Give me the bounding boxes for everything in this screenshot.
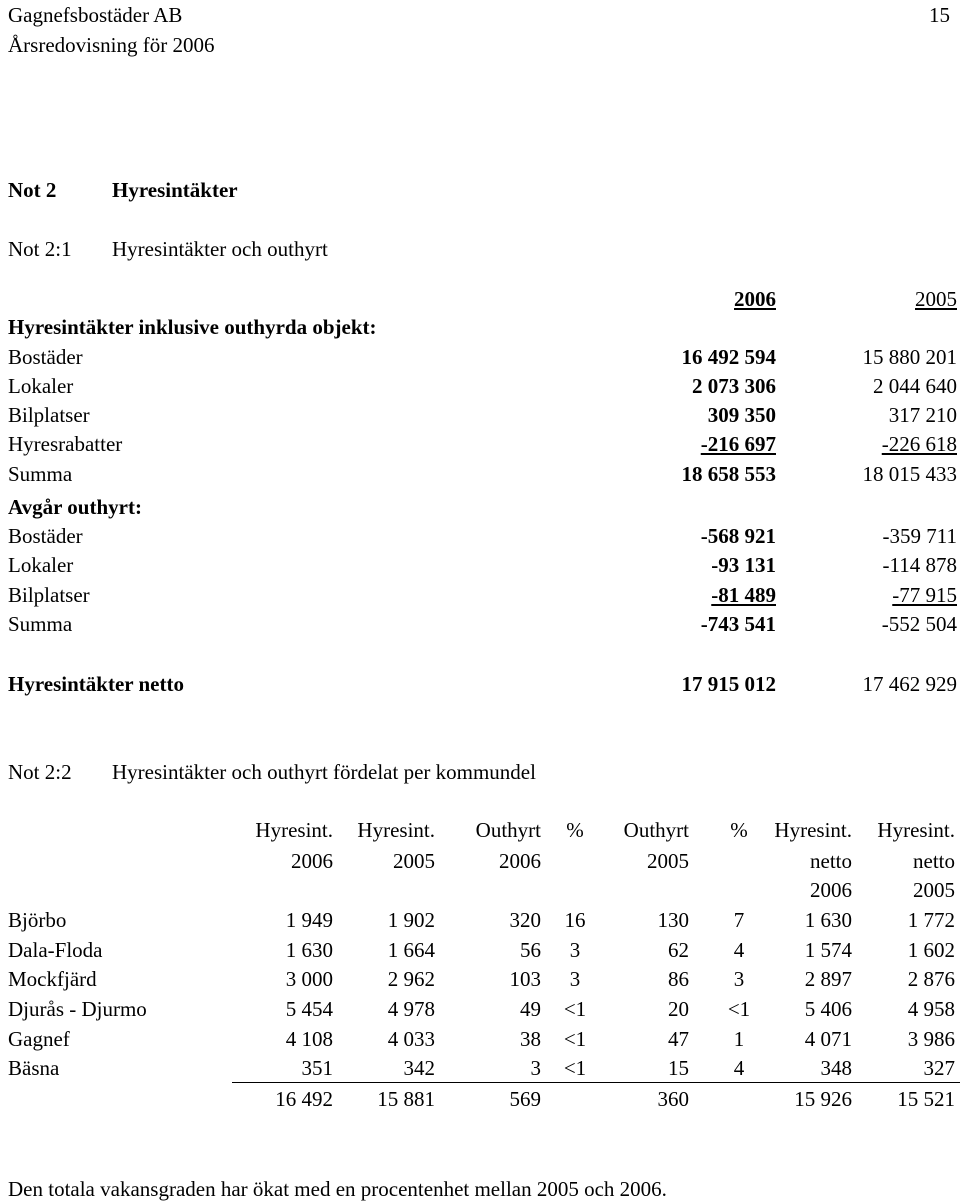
table-row-name: Dala-Floda [8,938,103,962]
table-cell: 7 [733,908,745,932]
totals-rule [232,1082,960,1083]
table-header: % [566,818,584,842]
row-label: Bostäder [8,345,83,369]
row-label: Summa [8,612,73,636]
row-label: Lokaler [8,374,74,398]
table-total-cell: 16 492 [275,1087,333,1111]
table-cell: 1 772 [907,908,955,932]
value-2006: -81 489 [711,583,776,607]
table-header: 2006 [810,878,852,902]
table-cell: 4 033 [387,1027,435,1051]
section-heading-inklusive: Hyresintäkter inklusive outhyrda objekt: [8,315,377,339]
table-header: 2006 [499,849,541,873]
table-cell: 4 [733,938,745,962]
value-2006: 309 350 [707,403,776,427]
value-2005: 2 044 640 [873,374,957,398]
table-cell: 348 [820,1056,852,1080]
table-cell: 1 630 [804,908,852,932]
table-header: 2005 [913,878,955,902]
table-header: Outhyrt [475,818,541,842]
table-cell: 4 958 [907,997,955,1021]
table-cell: 3 986 [907,1027,955,1051]
table-header: 2005 [647,849,689,873]
value-2006: -216 697 [700,432,776,456]
table-header: Hyresint. [255,818,333,842]
note2-1-number: Not 2:1 [8,237,72,261]
table-row-name: Djurås - Djurmo [8,997,147,1021]
section-heading-avgar: Avgår outhyrt: [8,495,142,519]
table-cell: 1 574 [804,938,852,962]
value-2005: 317 210 [888,403,957,427]
netto-2005: 17 462 929 [862,672,957,696]
note2-2-title: Hyresintäkter och outhyrt fördelat per kommundel [112,760,536,784]
table-cell: 4 108 [285,1027,333,1051]
row-label: Bilplatser [8,403,90,427]
table-cell: 1 949 [285,908,333,932]
row-label: Summa [8,462,73,486]
table-header: netto [810,849,852,873]
value-2006: 2 073 306 [692,374,776,398]
note2-number: Not 2 [8,178,57,202]
table-header: Hyresint. [774,818,852,842]
table-cell: 327 [923,1056,955,1080]
footer-note: Den totala vakansgraden har ökat med en procentenhet mellan 2005 och 2006. [8,1177,667,1201]
row-label: Hyresrabatter [8,432,123,456]
value-2005: -552 504 [881,612,957,636]
row-label: Bostäder [8,524,83,548]
table-cell: 5 406 [804,997,852,1021]
table-row-name: Mockfjärd [8,967,97,991]
table-total-cell: 15 881 [377,1087,435,1111]
value-2006: 16 492 594 [681,345,776,369]
table-cell: 1 902 [387,908,435,932]
table-cell: 3 [530,1056,541,1080]
table-cell: <1 [563,1027,587,1051]
value-2006: 18 658 553 [681,462,776,486]
note2-2-number: Not 2:2 [8,760,72,784]
value-2006: -568 921 [700,524,776,548]
table-total-cell: 360 [657,1087,689,1111]
table-total-cell: 569 [509,1087,541,1111]
table-header: 2005 [393,849,435,873]
table-cell: 2 897 [804,967,852,991]
table-cell: 3 [733,967,745,991]
table-row-name: Björbo [8,908,67,932]
table-cell: 3 [569,938,581,962]
table-cell: 320 [509,908,541,932]
table-header: 2006 [291,849,333,873]
column-header-2006: 2006 [734,287,776,311]
table-total-cell: 15 521 [897,1087,955,1111]
table-cell: 2 962 [387,967,435,991]
table-cell: 130 [657,908,689,932]
table-cell: <1 [563,1056,587,1080]
table-header: Hyresint. [357,818,435,842]
column-header-2005: 2005 [915,287,957,311]
table-header: Hyresint. [877,818,955,842]
table-cell: 1 664 [387,938,435,962]
table-cell: 103 [509,967,541,991]
table-cell: 86 [668,967,689,991]
table-cell: 16 [564,908,586,932]
table-cell: 47 [668,1027,689,1051]
row-label: Bilplatser [8,583,90,607]
netto-2006: 17 915 012 [681,672,776,696]
company-name: Gagnefsbostäder AB [8,3,183,27]
value-2005: -77 915 [892,583,957,607]
table-cell: 4 [733,1056,745,1080]
value-2005: 18 015 433 [862,462,957,486]
table-cell: 1 602 [907,938,955,962]
table-header: % [730,818,748,842]
table-row-name: Gagnef [8,1027,70,1051]
report-title: Årsredovisning för 2006 [8,33,215,57]
value-2005: -359 711 [882,524,957,548]
netto-label: Hyresintäkter netto [8,672,184,696]
value-2005: -226 618 [881,432,957,456]
table-cell: 3 [569,967,581,991]
table-cell: 2 876 [907,967,955,991]
table-cell: 38 [520,1027,541,1051]
table-header: Outhyrt [623,818,689,842]
table-cell: 15 [668,1056,689,1080]
table-cell: 49 [520,997,541,1021]
note2-title: Hyresintäkter [112,178,238,202]
row-label: Lokaler [8,553,74,577]
table-header: netto [913,849,955,873]
table-cell: 3 000 [285,967,333,991]
table-cell: 351 [301,1056,333,1080]
table-cell: 62 [668,938,689,962]
value-2006: -743 541 [700,612,776,636]
table-cell: 4 978 [387,997,435,1021]
table-total-cell: 15 926 [794,1087,852,1111]
table-cell: 342 [403,1056,435,1080]
value-2006: -93 131 [711,553,776,577]
table-row-name: Bäsna [8,1056,60,1080]
table-cell: <1 [563,997,587,1021]
table-cell: 56 [520,938,541,962]
table-cell: 1 [733,1027,745,1051]
value-2005: 15 880 201 [862,345,957,369]
table-cell: 4 071 [804,1027,852,1051]
table-cell: 20 [668,997,689,1021]
table-cell: 1 630 [285,938,333,962]
note2-1-title: Hyresintäkter och outhyrt [112,237,328,261]
table-cell: 5 454 [285,997,333,1021]
table-cell: <1 [727,997,751,1021]
value-2005: -114 878 [882,553,957,577]
page-number: 15 [929,3,950,27]
